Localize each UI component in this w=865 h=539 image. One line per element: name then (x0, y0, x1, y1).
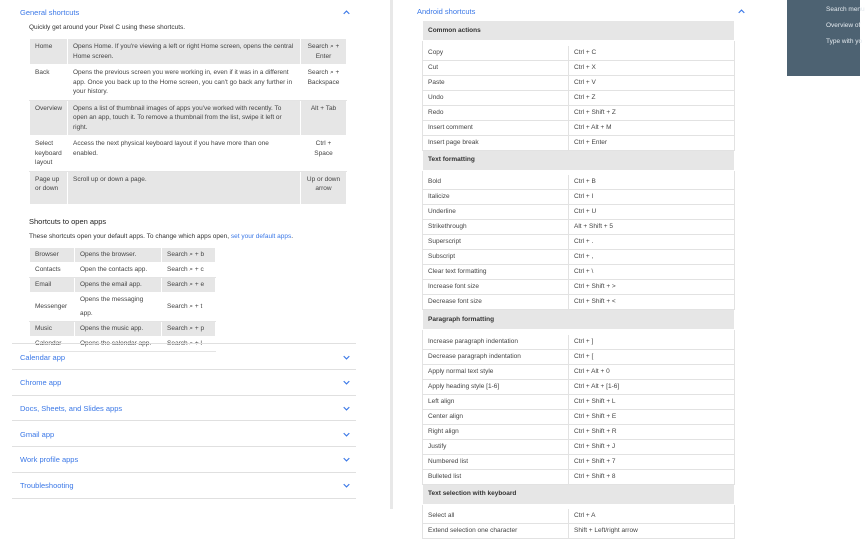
shortcut-description: Opens a list of thumbnail images of apps you've worked with recently. To open an app, touch it. To remove a thumbnail from the list, swipe it left or right. (68, 100, 301, 136)
app-name: Browser (30, 248, 75, 263)
table-row (423, 439, 735, 454)
action-name: Apply normal text style (423, 364, 569, 379)
table-row (30, 322, 216, 337)
android-shortcuts-table (422, 20, 735, 539)
table-row (423, 364, 735, 379)
action-keys: Ctrl + Shift + 8 (569, 469, 735, 484)
table-row (423, 295, 735, 310)
action-keys: Shift + Left/right arrow (569, 524, 735, 539)
action-keys: Ctrl + A (569, 509, 735, 524)
table-section-header (423, 21, 735, 41)
action-name: Decrease paragraph indentation (423, 349, 569, 364)
action-keys: Ctrl + Shift + 7 (569, 454, 735, 469)
action-keys: Ctrl + Shift + E (569, 409, 735, 424)
action-keys: Ctrl + B (569, 175, 735, 190)
android-shortcuts-title: Android shortcuts (417, 6, 476, 16)
table-row (423, 235, 735, 250)
accordion-section[interactable] (12, 371, 356, 395)
app-keys: Search ⌕ + p (162, 322, 216, 337)
table-row (30, 263, 216, 278)
table-section-header (423, 484, 735, 504)
table-row (30, 248, 216, 263)
action-keys: Ctrl + C (569, 46, 735, 61)
open-apps-text-end: . (291, 233, 294, 240)
table-row (30, 293, 216, 322)
action-name: Undo (423, 90, 569, 105)
accordion-section-title: Docs, Sheets, and Slides apps (20, 403, 123, 413)
accordion-section[interactable] (12, 396, 356, 420)
shortcut-description: Opens Home. If you're viewing a left or right Home screen, opens the central Home screen. (68, 39, 301, 65)
shortcut-description: Access the next physical keyboard layout if you have more than one enabled. (68, 136, 301, 172)
table-row (423, 105, 735, 120)
accordion-section-title: Gmail app (20, 429, 55, 439)
app-name: Music (30, 322, 75, 337)
table-row (30, 171, 347, 204)
chevron-down-icon[interactable] (343, 379, 350, 386)
action-keys: Ctrl + Shift + R (569, 424, 735, 439)
app-name: Messenger (30, 293, 75, 322)
set-default-apps-link[interactable]: set your default apps (230, 233, 292, 240)
action-name: Extend selection one character (423, 524, 569, 539)
side-nav-item[interactable]: Type with yo (826, 38, 863, 45)
accordion-section-title: Chrome app (20, 378, 62, 388)
chevron-down-icon[interactable] (343, 482, 350, 489)
table-row (423, 509, 735, 524)
table-row (423, 46, 735, 61)
side-nav-item[interactable]: Overview of (826, 22, 861, 29)
shortcut-keys: Alt + Tab (301, 100, 347, 136)
action-keys: Ctrl + Shift + J (569, 439, 735, 454)
action-name: Increase font size (423, 280, 569, 295)
chevron-down-icon[interactable] (343, 354, 350, 361)
chevron-down-icon[interactable] (343, 456, 350, 463)
action-keys: Ctrl + Shift + Z (569, 105, 735, 120)
shortcut-description: Opens the previous screen you were working in, even if it was in a different app. Once you back up to the Home screen, you can't go back any further in your history. (68, 65, 301, 101)
action-keys: Alt + Shift + 5 (569, 220, 735, 235)
table-row (423, 524, 735, 539)
section-heading: Paragraph formatting (423, 310, 735, 330)
action-keys: Ctrl + \ (569, 265, 735, 280)
action-name: Bold (423, 175, 569, 190)
open-apps-table (29, 247, 216, 352)
table-row (423, 250, 735, 265)
accordion-section-title: Work profile apps (20, 455, 79, 465)
accordion-section-title: Calendar app (20, 352, 66, 362)
action-name: Left align (423, 394, 569, 409)
table-row (423, 60, 735, 75)
table-row (423, 135, 735, 150)
action-name: Italicize (423, 190, 569, 205)
action-keys: Ctrl + V (569, 75, 735, 90)
side-nav (787, 0, 865, 76)
android-shortcuts-header[interactable] (417, 0, 751, 22)
table-row (423, 335, 735, 350)
general-shortcuts-table (29, 38, 347, 205)
table-section-header (423, 150, 735, 170)
action-name: Right align (423, 424, 569, 439)
app-description: Opens the email app. (75, 278, 162, 293)
open-apps-heading: Shortcuts to open apps (29, 217, 107, 226)
table-section-header (423, 310, 735, 330)
app-keys: Search ⌕ + t (162, 293, 216, 322)
table-row (30, 136, 347, 172)
shortcut-name: Select keyboard layout (30, 136, 68, 172)
table-row (423, 409, 735, 424)
action-keys: Ctrl + Z (569, 90, 735, 105)
chevron-up-icon[interactable] (738, 8, 745, 15)
action-name: Insert comment (423, 120, 569, 135)
general-shortcuts-title: General shortcuts (20, 7, 80, 17)
action-name: Increase paragraph indentation (423, 335, 569, 350)
section-heading: Text selection with keyboard (423, 484, 735, 504)
table-row (30, 65, 347, 101)
table-row (423, 190, 735, 205)
table-row (423, 280, 735, 295)
action-name: Bulleted list (423, 469, 569, 484)
action-name: Insert page break (423, 135, 569, 150)
action-name: Paste (423, 75, 569, 90)
accordion-section-title: Troubleshooting (20, 481, 74, 490)
shortcut-keys: Search ⌕ + Enter (301, 39, 347, 65)
shortcut-name: Home (30, 39, 68, 65)
app-description: Opens the messaging app. (75, 293, 162, 322)
action-keys: Ctrl + U (569, 205, 735, 220)
action-keys: Ctrl + Alt + [1-6] (569, 379, 735, 394)
table-row (423, 205, 735, 220)
app-description: Opens the music app. (75, 322, 162, 337)
action-name: Apply heading style [1-6] (423, 379, 569, 394)
action-keys: Ctrl + I (569, 190, 735, 205)
chevron-down-icon[interactable] (343, 431, 350, 438)
open-apps-text (29, 233, 293, 240)
action-keys: Ctrl + Shift + L (569, 394, 735, 409)
action-name: Cut (423, 60, 569, 75)
action-name: Center align (423, 409, 569, 424)
app-keys: Search ⌕ + b (162, 248, 216, 263)
action-name: Justify (423, 439, 569, 454)
action-name: Decrease font size (423, 295, 569, 310)
accordion-section[interactable] (12, 448, 356, 472)
table-row (423, 265, 735, 280)
action-name: Superscript (423, 235, 569, 250)
table-row (423, 175, 735, 190)
shortcut-keys: Up or down arrow (301, 171, 347, 204)
action-name: Numbered list (423, 454, 569, 469)
action-name: Subscript (423, 250, 569, 265)
table-row (423, 220, 735, 235)
section-heading: Common actions (423, 21, 735, 41)
table-row (423, 349, 735, 364)
app-keys: Search ⌕ + c (162, 263, 216, 278)
action-keys: Ctrl + , (569, 250, 735, 265)
app-name: Email (30, 278, 75, 293)
accordion-section[interactable] (12, 345, 356, 369)
action-keys: Ctrl + [ (569, 349, 735, 364)
table-row (423, 469, 735, 484)
action-name: Clear text formatting (423, 265, 569, 280)
left-column (0, 0, 390, 509)
action-keys: Ctrl + . (569, 235, 735, 250)
app-description: Open the contacts app. (75, 263, 162, 278)
app-name: Contacts (30, 263, 75, 278)
chevron-up-icon[interactable] (343, 9, 350, 16)
table-row (423, 424, 735, 439)
shortcut-keys: Ctrl + Space (301, 136, 347, 172)
action-name: Copy (423, 46, 569, 61)
table-row (30, 100, 347, 136)
action-keys: Ctrl + X (569, 60, 735, 75)
action-name: Redo (423, 105, 569, 120)
action-keys: Ctrl + Alt + 0 (569, 364, 735, 379)
chevron-down-icon[interactable] (343, 405, 350, 412)
section-divider (12, 498, 356, 499)
accordion-section[interactable] (12, 422, 356, 446)
action-name: Select all (423, 509, 569, 524)
action-keys: Ctrl + ] (569, 335, 735, 350)
general-intro: Quickly get around your Pixel C using these shortcuts. (29, 24, 186, 31)
action-keys: Ctrl + Alt + M (569, 120, 735, 135)
app-description: Opens the browser. (75, 248, 162, 263)
action-name: Strikethrough (423, 220, 569, 235)
shortcut-description: Scroll up or down a page. (68, 171, 301, 204)
app-keys: Search ⌕ + e (162, 278, 216, 293)
table-row (423, 379, 735, 394)
table-row (30, 39, 347, 65)
accordion-section[interactable] (12, 474, 356, 498)
shortcut-name: Page up or down (30, 171, 68, 204)
table-row (423, 75, 735, 90)
shortcut-name: Overview (30, 100, 68, 136)
section-heading: Text formatting (423, 150, 735, 170)
action-keys: Ctrl + Enter (569, 135, 735, 150)
side-panel (787, 0, 865, 509)
table-row (30, 278, 216, 293)
side-nav-item[interactable]: Search menu (826, 6, 865, 13)
table-row (423, 90, 735, 105)
general-shortcuts-header[interactable] (12, 0, 356, 24)
shortcut-name: Back (30, 65, 68, 101)
action-keys: Ctrl + Shift + < (569, 295, 735, 310)
table-row (423, 454, 735, 469)
shortcut-keys: Search ⌕ + Backspace (301, 65, 347, 101)
section-divider (12, 343, 356, 344)
right-column (393, 0, 787, 534)
table-row (423, 394, 735, 409)
table-row (423, 120, 735, 135)
open-apps-text-body: These shortcuts open your default apps. To change which apps open, (29, 233, 231, 240)
action-name: Underline (423, 205, 569, 220)
action-keys: Ctrl + Shift + > (569, 280, 735, 295)
